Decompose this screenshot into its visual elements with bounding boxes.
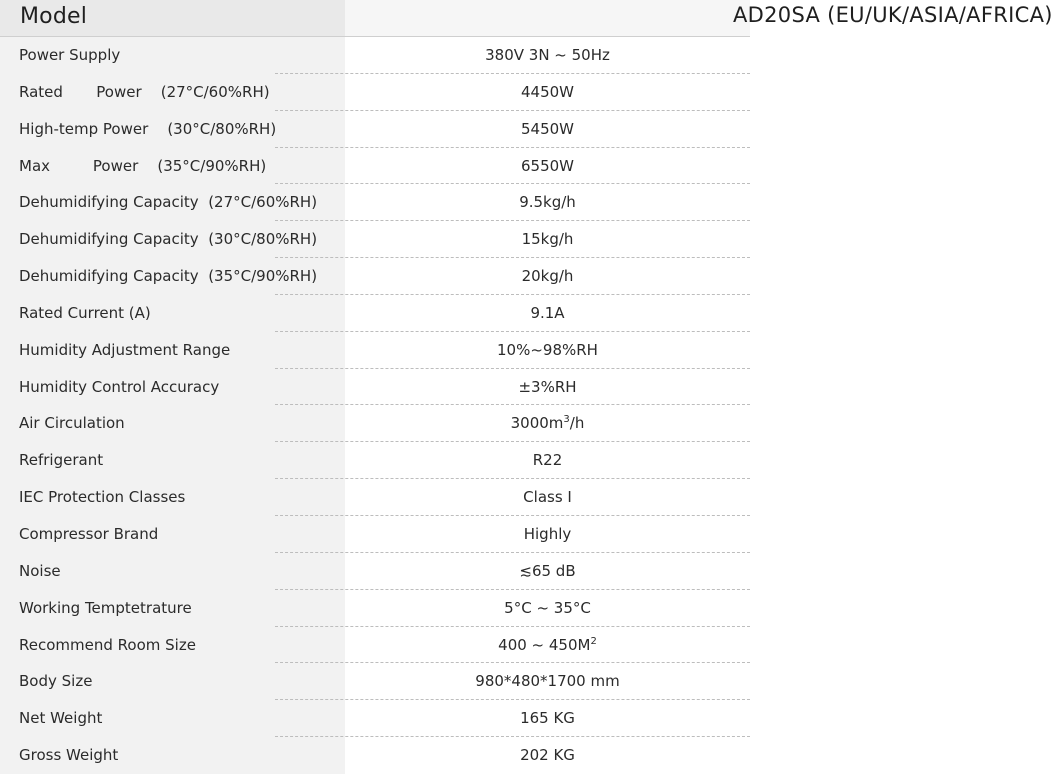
spec-row (0, 553, 750, 590)
spec-value (345, 488, 750, 506)
spec-value (345, 341, 750, 359)
spec-value (345, 378, 750, 396)
spec-value-text: 5450W (520, 119, 574, 138)
spec-row (0, 663, 750, 700)
spec-row (0, 37, 750, 74)
spec-label: Air Circulation (19, 414, 125, 433)
spec-row (0, 442, 750, 479)
spec-value-text: 20kg/h (521, 267, 574, 286)
spec-label: Working Temptetrature (19, 598, 192, 617)
spec-label: Humidity Adjustment Range (19, 340, 231, 359)
spec-value-text: 4450W (520, 82, 574, 101)
spec-value-text: 6550W (520, 156, 574, 175)
spec-row (0, 111, 750, 148)
spec-label: Refrigerant (19, 451, 104, 470)
spec-value-text: ≲65 dB (519, 561, 576, 580)
header-value-cell (345, 0, 1053, 36)
spec-value-text: Class I (523, 488, 572, 507)
spec-value-text: 15kg/h (521, 230, 574, 249)
spec-row (0, 258, 750, 295)
spec-value-superscript: 3 (563, 414, 570, 426)
spec-label: Rated Current (A) (19, 303, 151, 322)
spec-value-suffix: /h (569, 414, 585, 433)
spec-value (345, 709, 750, 727)
spec-value (345, 46, 750, 64)
spec-value (345, 157, 750, 175)
spec-value-text: 3000m (510, 414, 564, 433)
spec-value-text: 400 ~ 450M (498, 635, 591, 654)
spec-label: Dehumidifying Capacity (35°C/90%RH) (19, 267, 318, 286)
spec-value-text: 202 KG (520, 746, 575, 765)
spec-row (0, 737, 750, 774)
spec-value (345, 83, 750, 101)
spec-value (345, 451, 750, 469)
spec-label: Dehumidifying Capacity (27°C/60%RH) (19, 193, 318, 212)
spec-row (0, 479, 750, 516)
spec-value-text: R22 (532, 451, 563, 470)
spec-label: Recommend Room Size (19, 635, 196, 654)
spec-value-text: 5°C ~ 35°C (504, 598, 591, 617)
spec-label: IEC Protection Classes (19, 488, 186, 507)
spec-value (345, 525, 750, 543)
spec-value (345, 672, 750, 690)
header-model: AD20SA (EU/UK/ASIA/AFRICA) (733, 3, 1053, 27)
spec-label: Rated Power (27°C/60%RH) (19, 82, 270, 101)
header-label-cell (0, 0, 345, 36)
spec-value (345, 120, 750, 138)
spec-value-text: 10%~98%RH (497, 340, 598, 359)
spec-row (0, 184, 750, 221)
spec-row (0, 369, 750, 406)
spec-label: Power Supply (19, 46, 121, 64)
spec-value-text: ±3%RH (518, 377, 577, 396)
spec-value-text: 165 KG (520, 709, 575, 728)
spec-row (0, 148, 750, 185)
spec-row (0, 516, 750, 553)
spec-row (0, 332, 750, 369)
spec-label: Net Weight (19, 709, 103, 728)
spec-value (345, 267, 750, 285)
spec-value (345, 636, 750, 654)
spec-value (345, 562, 750, 580)
spec-table-body (0, 37, 750, 774)
spec-value-text: 9.1A (530, 303, 565, 322)
spec-value (345, 746, 750, 764)
spec-row (0, 590, 750, 627)
spec-label: Compressor Brand (19, 524, 159, 543)
spec-value (345, 230, 750, 248)
spec-row (0, 295, 750, 332)
spec-value (345, 599, 750, 617)
spec-value (345, 304, 750, 322)
spec-value-text: 9.5kg/h (519, 193, 576, 212)
spec-value-text: 980*480*1700 mm (475, 672, 620, 691)
spec-label: Body Size (19, 672, 93, 691)
table-header (0, 0, 1053, 37)
spec-value-text: 380V 3N ~ 50Hz (485, 46, 610, 64)
spec-row (0, 74, 750, 111)
spec-label: High-temp Power (30°C/80%RH) (19, 119, 277, 138)
spec-value-superscript: 2 (590, 635, 597, 647)
spec-value (345, 193, 750, 211)
spec-label: Gross Weight (19, 746, 119, 765)
spec-label: Noise (19, 561, 61, 580)
spec-row (0, 221, 750, 258)
spec-value (345, 414, 750, 432)
spec-label: Humidity Control Accuracy (19, 377, 220, 396)
spec-row (0, 405, 750, 442)
header-title: Model (20, 4, 88, 29)
spec-row (0, 627, 750, 664)
spec-label: Dehumidifying Capacity (30°C/80%RH) (19, 230, 318, 249)
spec-row (0, 700, 750, 737)
spec-label: Max Power (35°C/90%RH) (19, 156, 267, 175)
spec-value-text: Highly (523, 524, 572, 543)
